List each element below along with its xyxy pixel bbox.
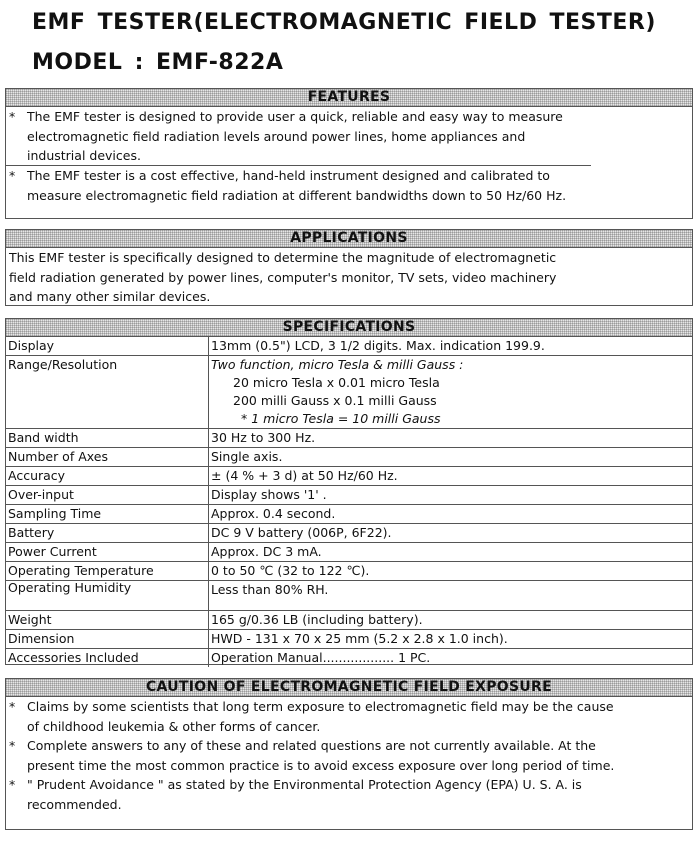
spec-value <box>209 562 693 581</box>
caution-heading: CAUTION OF ELECTROMAGNETIC FIELD EXPOSURE <box>6 679 692 697</box>
spec-row <box>6 581 692 611</box>
features-section <box>5 88 693 219</box>
spec-value <box>209 467 693 486</box>
spec-label: Dimension <box>6 630 209 649</box>
spec-value-text: 30 Hz to 300 Hz. <box>211 430 316 445</box>
spec-row <box>6 562 692 581</box>
spec-label: Sampling Time <box>6 505 209 524</box>
caution-item: * Complete answers to any of these and related questions are not currently available. At the present time the most common practice is to avoid excess exposure over long period of time. <box>9 738 615 773</box>
spec-value-text: Less than 80% RH. <box>211 582 329 597</box>
spec-value-text: Display shows '1' . <box>211 487 327 502</box>
spec-label: Display <box>6 337 209 356</box>
spec-value <box>209 543 693 562</box>
spec-value <box>209 505 693 524</box>
spec-value-text: HWD - 131 x 70 x 25 mm (5.2 x 2.8 x 1.0 inch). <box>211 631 508 646</box>
spec-row <box>6 448 692 467</box>
spec-row <box>6 524 692 543</box>
spec-value <box>209 611 693 630</box>
spec-value-text: Approx. 0.4 second. <box>211 506 336 521</box>
spec-value-text: Operation Manual.................. 1 PC. <box>211 650 431 665</box>
spec-row <box>6 467 692 486</box>
spec-value <box>209 649 693 668</box>
applications-heading: APPLICATIONS <box>6 230 692 248</box>
spec-value <box>209 429 693 448</box>
spec-label: Accessories Included <box>6 649 209 668</box>
spec-value-text: 13mm (0.5") LCD, 3 1/2 digits. Max. indication 199.9. <box>211 338 545 353</box>
feature-item: * The EMF tester is designed to provide user a quick, reliable and easy way to measure electromagnetic field radiation levels around power lines, home appliances and industrial devices. <box>9 109 563 163</box>
spec-row <box>6 649 692 668</box>
spec-value <box>209 337 693 356</box>
features-heading: FEATURES <box>6 89 692 107</box>
spec-row <box>6 337 692 356</box>
spec-row <box>6 486 692 505</box>
spec-note: * 1 micro Tesla = 10 milli Gauss <box>241 411 441 426</box>
spec-label: Operating Humidity <box>6 581 209 611</box>
spec-value <box>209 356 693 429</box>
spec-value-text: Single axis. <box>211 449 283 464</box>
spec-label: Band width <box>6 429 209 448</box>
spec-label: Battery <box>6 524 209 543</box>
spec-value-line: 200 milli Gauss x 0.1 milli Gauss <box>233 393 437 408</box>
spec-label: Weight <box>6 611 209 630</box>
spec-label: Range/Resolution <box>6 356 209 429</box>
spec-value-text: 165 g/0.36 LB (including battery). <box>211 612 423 627</box>
spec-row <box>6 356 692 429</box>
spec-label: Operating Temperature <box>6 562 209 581</box>
model-title: MODEL : EMF-822A <box>32 50 284 75</box>
spec-value-text: DC 9 V battery (006P, 6F22). <box>211 525 392 540</box>
spec-value-line: 20 micro Tesla x 0.01 micro Tesla <box>233 375 440 390</box>
spec-label: Accuracy <box>6 467 209 486</box>
spec-label: Number of Axes <box>6 448 209 467</box>
spec-value <box>209 524 693 543</box>
caution-item: * " Prudent Avoidance " as stated by the Environmental Protection Agency (EPA) U. S. A. is recommended. <box>9 777 582 812</box>
spec-value <box>209 581 693 611</box>
caution-section <box>5 678 693 830</box>
title: EMF TESTER(ELECTROMAGNETIC FIELD TESTER) <box>32 10 656 35</box>
specifications-section <box>5 318 693 665</box>
applications-text: This EMF tester is specifically designed to determine the magnitude of electromagnetic field radiation generated by power lines, computer's monitor, TV sets, video machinery and many other similar devices. <box>9 250 557 304</box>
spec-row <box>6 429 692 448</box>
spec-value <box>209 486 693 505</box>
spec-row <box>6 630 692 649</box>
spec-value <box>209 448 693 467</box>
spec-value-text: ± (4 % + 3 d) at 50 Hz/60 Hz. <box>211 468 398 483</box>
spec-row <box>6 611 692 630</box>
specifications-heading: SPECIFICATIONS <box>6 319 692 336</box>
spec-label: Over-input <box>6 486 209 505</box>
spec-row <box>6 505 692 524</box>
specifications-table <box>6 336 692 667</box>
spec-value-text: 0 to 50 ℃ (32 to 122 ℃). <box>211 563 370 578</box>
applications-section <box>5 229 693 306</box>
spec-label: Power Current <box>6 543 209 562</box>
spec-value-text: Approx. DC 3 mA. <box>211 544 322 559</box>
spec-value <box>209 630 693 649</box>
feature-item: * The EMF tester is a cost effective, hand-held instrument designed and calibrated to measure electromagnetic field radiation at different bandwidths down to 50 Hz/60 Hz. <box>6 165 591 205</box>
spec-value-text: Two function, micro Tesla & milli Gauss : <box>211 357 464 372</box>
spec-row <box>6 543 692 562</box>
caution-item: * Claims by some scientists that long term exposure to electromagnetic field may be the cause of childhood leukemia & other forms of cancer. <box>9 699 614 734</box>
